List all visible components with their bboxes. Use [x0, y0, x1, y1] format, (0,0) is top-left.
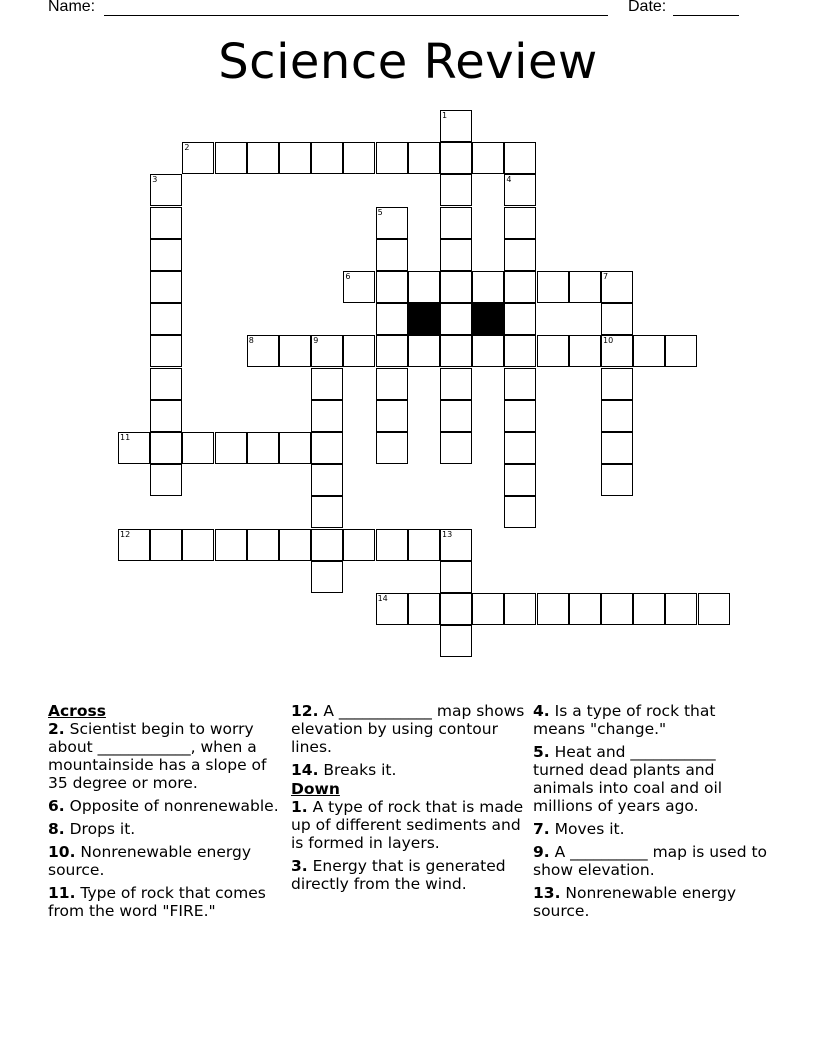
grid-number: 3	[152, 175, 158, 185]
grid-number: 2	[184, 143, 190, 153]
grid-cell[interactable]	[633, 593, 665, 625]
grid-cell[interactable]	[247, 432, 279, 464]
clue-number: 11.	[48, 884, 76, 902]
grid-cell[interactable]	[279, 335, 311, 367]
grid-cell[interactable]	[601, 303, 633, 335]
grid-number: 5	[377, 207, 383, 217]
clue-text: Nonrenewable energy source.	[533, 884, 737, 920]
grid-cell[interactable]	[440, 368, 472, 400]
grid-cell[interactable]	[311, 368, 343, 400]
clues-column-3	[533, 702, 769, 925]
grid-cell[interactable]	[311, 496, 343, 528]
grid-cell[interactable]	[376, 593, 408, 625]
grid-cell[interactable]	[376, 432, 408, 464]
clue-number: 8.	[48, 820, 65, 838]
clue-text: Heat and ___________ turned dead plants and animals into coal and oil millions of years ago.	[533, 743, 723, 815]
grid-cell[interactable]	[665, 335, 697, 367]
grid-number: 4	[506, 175, 512, 185]
clue-number: 12.	[291, 702, 319, 720]
grid-cell[interactable]	[182, 142, 214, 174]
clue-text: A ____________ map shows elevation by using contour lines.	[291, 702, 525, 756]
clues-column-1	[48, 702, 284, 925]
grid-number: 10	[603, 336, 614, 346]
grid-cell[interactable]	[247, 142, 279, 174]
grid-cell[interactable]	[537, 271, 569, 303]
grid-cell[interactable]	[408, 142, 440, 174]
grid-cell[interactable]	[504, 271, 536, 303]
grid-cell[interactable]	[311, 335, 343, 367]
grid-cell[interactable]	[376, 271, 408, 303]
clue-down-3	[291, 857, 527, 893]
grid-cell[interactable]	[247, 529, 279, 561]
grid-number: 13	[442, 529, 453, 539]
grid-cell[interactable]	[601, 464, 633, 496]
clue-across-10	[48, 843, 284, 879]
clue-number: 2.	[48, 720, 65, 738]
grid-cell-black	[472, 303, 504, 335]
grid-cell[interactable]	[182, 432, 214, 464]
clue-number: 1.	[291, 798, 308, 816]
grid-cell[interactable]	[440, 271, 472, 303]
grid-cell[interactable]	[633, 335, 665, 367]
grid-cell[interactable]	[440, 207, 472, 239]
grid-cell[interactable]	[150, 335, 182, 367]
grid-cell[interactable]	[504, 432, 536, 464]
clue-text: Breaks it.	[323, 761, 397, 779]
grid-number: 1	[442, 111, 448, 120]
clue-text: Energy that is generated directly from the wind.	[291, 857, 506, 893]
clue-text: Moves it.	[554, 820, 625, 838]
grid-number: 7	[603, 272, 609, 281]
grid-cell[interactable]	[150, 207, 182, 239]
grid-cell-black	[408, 303, 440, 335]
grid-cell[interactable]	[569, 271, 601, 303]
grid-cell[interactable]	[440, 239, 472, 271]
grid-cell[interactable]	[601, 335, 633, 367]
clue-text: Opposite of nonrenewable.	[69, 797, 279, 815]
grid-cell[interactable]	[311, 464, 343, 496]
grid-cell[interactable]	[311, 400, 343, 432]
grid-cell[interactable]	[504, 400, 536, 432]
grid-cell[interactable]	[504, 496, 536, 528]
grid-cell[interactable]	[504, 142, 536, 174]
name-label: Name:	[48, 0, 96, 15]
clue-across-8	[48, 820, 284, 838]
grid-cell[interactable]	[150, 174, 182, 206]
grid-cell[interactable]	[376, 529, 408, 561]
grid-cell[interactable]	[376, 368, 408, 400]
grid-cell[interactable]	[118, 529, 150, 561]
clue-number: 7.	[533, 820, 550, 838]
grid-cell[interactable]	[408, 271, 440, 303]
grid-cell[interactable]	[601, 368, 633, 400]
grid-cell[interactable]	[440, 561, 472, 593]
clue-number: 3.	[291, 857, 308, 875]
clue-across-11	[48, 884, 284, 920]
clue-across-12	[291, 702, 527, 756]
grid-cell[interactable]	[504, 174, 536, 206]
clue-down-4	[533, 702, 769, 738]
grid-number: 8	[248, 336, 254, 346]
grid-cell[interactable]	[408, 593, 440, 625]
grid-cell[interactable]	[504, 207, 536, 239]
grid-cell[interactable]	[698, 593, 730, 625]
grid-cell[interactable]	[279, 142, 311, 174]
grid-cell[interactable]	[537, 335, 569, 367]
clue-across-2	[48, 720, 284, 792]
clue-down-7	[533, 820, 769, 838]
grid-cell[interactable]	[343, 335, 375, 367]
clue-text: Drops it.	[69, 820, 136, 838]
grid-cell[interactable]	[440, 432, 472, 464]
grid-cell[interactable]	[601, 432, 633, 464]
grid-cell[interactable]	[537, 593, 569, 625]
clue-down-5	[533, 743, 769, 815]
clue-down-1	[291, 798, 527, 852]
grid-cell[interactable]	[440, 529, 472, 561]
date-label: Date:	[628, 0, 667, 15]
grid-cell[interactable]	[440, 335, 472, 367]
grid-cell[interactable]	[311, 142, 343, 174]
down-heading: Down	[291, 780, 340, 798]
clue-number: 6.	[48, 797, 65, 815]
grid-cell[interactable]	[504, 593, 536, 625]
grid-cell[interactable]	[472, 142, 504, 174]
clue-number: 4.	[533, 702, 550, 720]
clue-number: 14.	[291, 761, 319, 779]
grid-cell[interactable]	[215, 432, 247, 464]
grid-cell[interactable]	[311, 432, 343, 464]
clues-column-2	[291, 702, 527, 898]
clue-number: 10.	[48, 843, 76, 861]
grid-cell[interactable]	[376, 239, 408, 271]
grid-cell[interactable]	[472, 593, 504, 625]
grid-cell[interactable]	[215, 529, 247, 561]
grid-cell[interactable]	[182, 529, 214, 561]
clue-text: Is a type of rock that means "change."	[533, 702, 716, 738]
grid-cell[interactable]	[440, 110, 472, 142]
grid-cell[interactable]	[150, 368, 182, 400]
grid-cell[interactable]	[472, 335, 504, 367]
grid-cell[interactable]	[150, 303, 182, 335]
across-heading: Across	[48, 702, 106, 720]
grid-cell[interactable]	[504, 368, 536, 400]
grid-cell[interactable]	[472, 271, 504, 303]
grid-cell[interactable]	[150, 464, 182, 496]
grid-cell[interactable]	[150, 271, 182, 303]
clue-text: A __________ map is used to show elevation.	[533, 843, 768, 879]
grid-cell[interactable]	[343, 142, 375, 174]
grid-cell[interactable]	[247, 335, 279, 367]
grid-cell[interactable]	[343, 271, 375, 303]
clue-text: Type of rock that comes from the word "FIRE."	[48, 884, 266, 920]
grid-number: 6	[345, 272, 351, 281]
grid-cell[interactable]	[279, 432, 311, 464]
grid-cell[interactable]	[376, 142, 408, 174]
grid-cell[interactable]	[150, 529, 182, 561]
clue-down-9	[533, 843, 769, 879]
grid-cell[interactable]	[311, 561, 343, 593]
grid-cell[interactable]	[569, 335, 601, 367]
grid-cell[interactable]	[376, 303, 408, 335]
grid-cell[interactable]	[150, 239, 182, 271]
grid-cell[interactable]	[440, 303, 472, 335]
grid-cell[interactable]	[118, 432, 150, 464]
grid-number: 12	[120, 529, 131, 539]
clue-text: Nonrenewable energy source.	[48, 843, 252, 879]
page-title: Science Review	[218, 34, 598, 90]
grid-cell[interactable]	[343, 529, 375, 561]
grid-cell[interactable]	[601, 593, 633, 625]
grid-cell[interactable]	[440, 400, 472, 432]
clue-across-14	[291, 761, 527, 779]
clue-number: 5.	[533, 743, 550, 761]
grid-number: 11	[120, 433, 131, 442]
grid-cell[interactable]	[504, 303, 536, 335]
grid-cell[interactable]	[376, 207, 408, 239]
grid-cell[interactable]	[569, 593, 601, 625]
clue-number: 9.	[533, 843, 550, 861]
grid-cell[interactable]	[504, 239, 536, 271]
grid-cell[interactable]	[376, 335, 408, 367]
grid-cell[interactable]	[408, 529, 440, 561]
grid-cell[interactable]	[408, 335, 440, 367]
grid-cell[interactable]	[150, 400, 182, 432]
grid-cell[interactable]	[601, 271, 633, 303]
clue-text: Scientist begin to worry about ____________, when a mountainside has a slope of 35 degree or more.	[48, 720, 267, 792]
clue-down-13	[533, 884, 769, 920]
grid-cell[interactable]	[150, 432, 182, 464]
grid-number: 14	[377, 594, 388, 603]
clue-text: A type of rock that is made up of different sediments and is formed in layers.	[291, 798, 524, 852]
clue-across-6	[48, 797, 284, 815]
grid-cell[interactable]	[279, 529, 311, 561]
grid-cell[interactable]	[440, 625, 472, 657]
grid-cell[interactable]	[440, 174, 472, 206]
grid-cell[interactable]	[665, 593, 697, 625]
grid-number: 9	[313, 336, 319, 346]
grid-cell[interactable]	[504, 464, 536, 496]
grid-cell[interactable]	[311, 529, 343, 561]
grid-cell[interactable]	[440, 593, 472, 625]
grid-cell[interactable]	[601, 400, 633, 432]
grid-cell[interactable]	[504, 335, 536, 367]
grid-cell[interactable]	[376, 400, 408, 432]
clue-number: 13.	[533, 884, 561, 902]
grid-cell[interactable]	[440, 142, 472, 174]
grid-cell[interactable]	[215, 142, 247, 174]
